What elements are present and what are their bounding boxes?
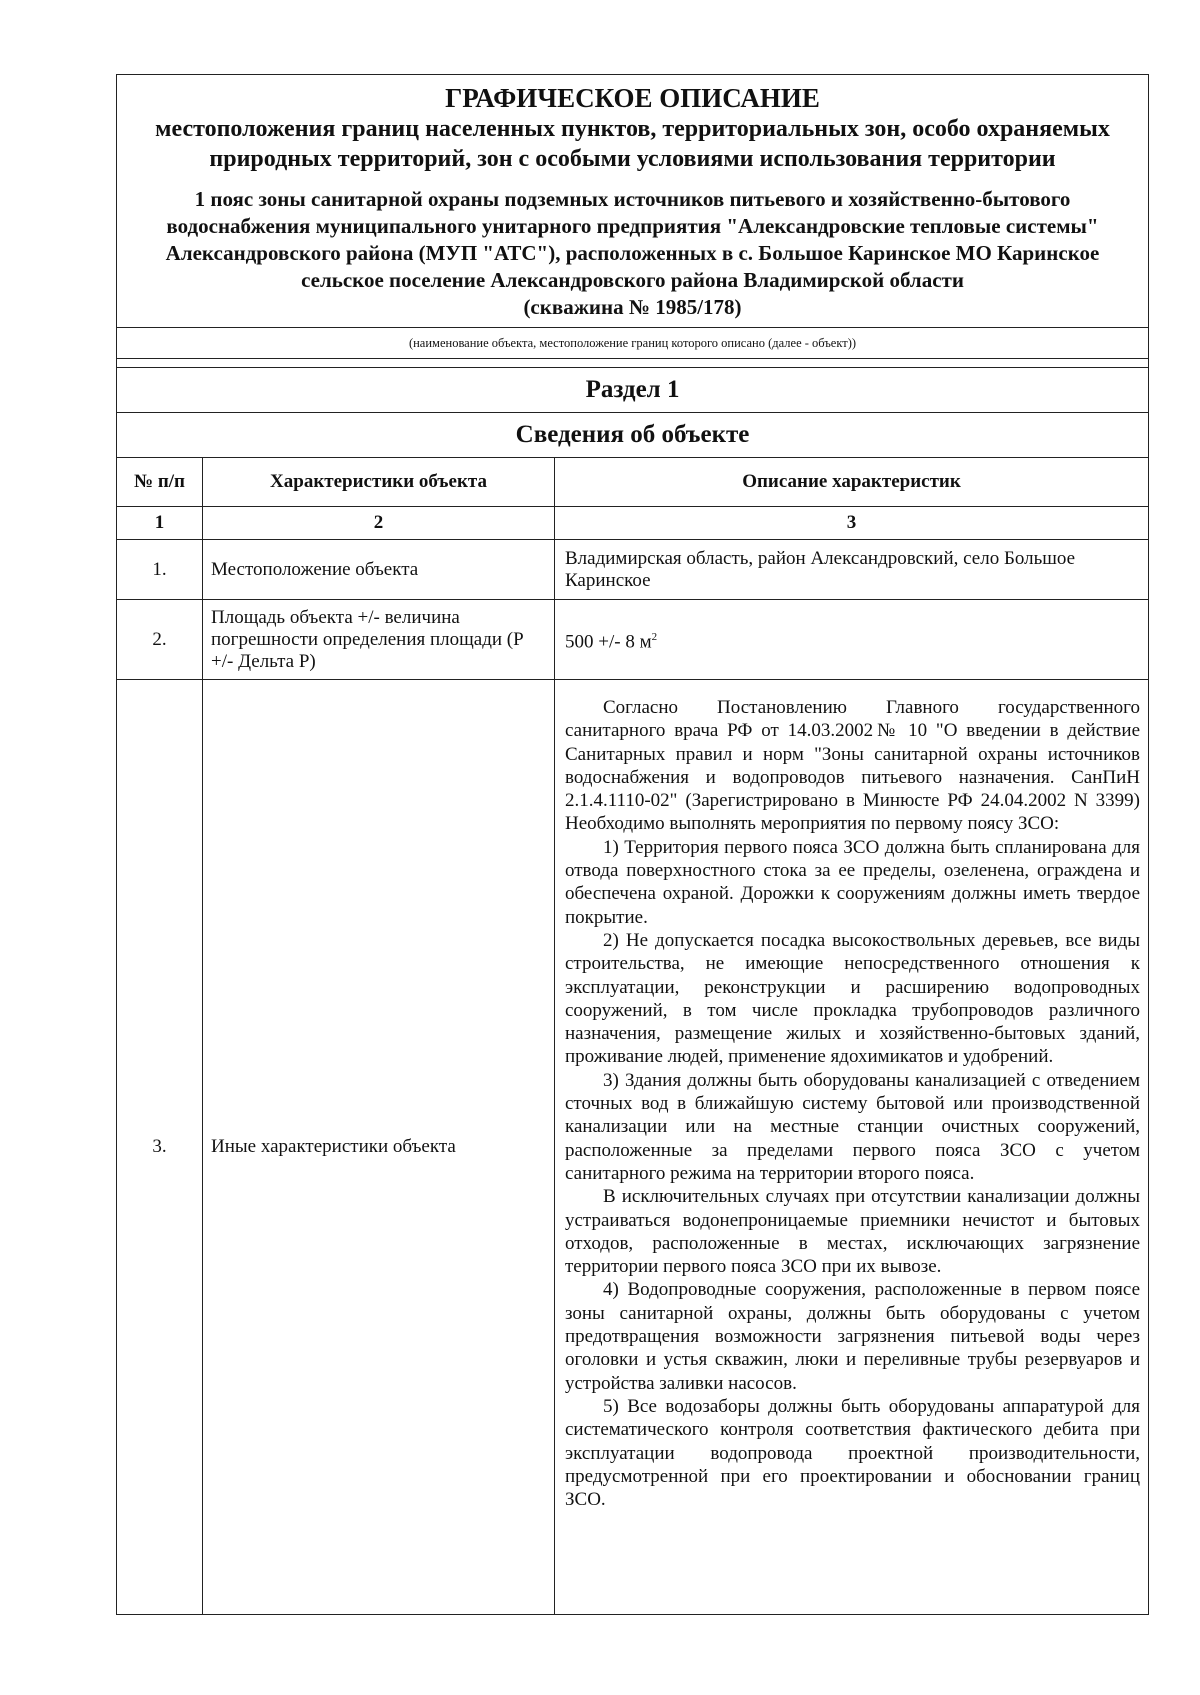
area-unit-exponent: 2 bbox=[651, 630, 658, 643]
table-row bbox=[117, 540, 1149, 600]
section-title-row bbox=[117, 368, 1149, 413]
row-description bbox=[555, 600, 1149, 680]
document-page bbox=[116, 74, 1148, 1615]
object-name-text: 1 пояс зоны санитарной охраны подземных источников питьевого и хозяйственно-бытового водоснабжения муниципального унитарного предприятия "Александровские тепловые системы" Александровского района (МУП "АТС"), расположенных в с. Большое Каринское МО Каринское сельское поселение Александровского района Владимирской области bbox=[165, 187, 1100, 292]
description-paragraph: 1) Территория первого пояса ЗСО должна быть спланирована для отвода поверхностного стока за ее пределы, озеленена, ограждена и обеспечена охраной. Дорожки к сооружениям должны иметь твердое покрытие. bbox=[565, 836, 1141, 928]
title-row bbox=[117, 75, 1149, 328]
header-characteristic: Характеристики объекта bbox=[203, 458, 555, 507]
document-title: ГРАФИЧЕСКОЕ ОПИСАНИЕ bbox=[445, 83, 820, 113]
column-number: 3 bbox=[555, 507, 1149, 540]
column-number-row bbox=[117, 507, 1149, 540]
description-paragraph: В исключительных случаях при отсутствии канализации должны устраиваться водонепроницаемые приемники нечистот и бытовых отходов, расположенные в местах, исключающих загрязнение территории первого пояса ЗСО при их вывозе. bbox=[565, 1186, 1141, 1278]
row-index: 1. bbox=[117, 540, 203, 600]
header-index: № п/п bbox=[117, 458, 203, 507]
table-row bbox=[117, 600, 1149, 680]
description-paragraph: 2) Не допускается посадка высокоствольных деревьев, все виды строительства, не имеющие непосредственного отношения к эксплуатации, реконструкции и расширению водопроводных сооружений, в том числе прокладка трубопроводов различного назначения, размещение жилых и хозяйственно-бытовых зданий, проживание людей, применение ядохимикатов и удобрений. bbox=[565, 929, 1141, 1068]
description-paragraph: Согласно Постановлению Главного государственного санитарного врача РФ от 14.03.2002№ 10 "О введении в действие Санитарных правил и норм "Зоны санитарной охраны источников водоснабжения и водопроводов питьевого назначения. СанПиН 2.1.4.1110-02" (Зарегистрировано в Минюсте РФ 24.04.2002 N 3399) Необходимо выполнять мероприятия по первому поясу ЗСО: bbox=[565, 697, 1141, 835]
caption-row bbox=[117, 328, 1149, 359]
row-index: 3. bbox=[117, 680, 203, 1615]
title-block bbox=[117, 75, 1149, 328]
section-subtitle: Сведения об объекте bbox=[117, 413, 1149, 458]
header-description: Описание характеристик bbox=[555, 458, 1149, 507]
table-row bbox=[117, 680, 1149, 1615]
object-well: (скважина № 1985/178) bbox=[523, 295, 742, 319]
table-header-row bbox=[117, 458, 1149, 507]
column-number: 2 bbox=[203, 507, 555, 540]
description-paragraph: 3) Здания должны быть оборудованы канализацией с отведением сточных вод в ближайшую систему бытовой или производственной канализации или на местные станции очистных сооружений, расположенные за пределами первого пояса ЗСО с учетом санитарного режима на территории второго пояса. bbox=[565, 1069, 1141, 1184]
section-subtitle-row bbox=[117, 413, 1149, 458]
spacer-cell bbox=[117, 359, 1149, 368]
row-description-long bbox=[555, 680, 1149, 1615]
row-characteristic: Иные характеристики объекта bbox=[203, 680, 555, 1615]
description-paragraph: 4) Водопроводные сооружения, расположенные в первом поясе зоны санитарной охраны, должны быть оборудованы с учетом предотвращения возможности загрязнения питьевой воды через оголовки и устья скважин, люки и переливные трубы резервуаров и устройства заливки насосов. bbox=[565, 1279, 1141, 1394]
column-number: 1 bbox=[117, 507, 203, 540]
description-paragraph: 5) Все водозаборы должны быть оборудованы аппаратурой для систематического контроля соответствия фактического дебита при эксплуатации водопровода проектной производительности, предусмотренной при его проектировании и обосновании границ ЗСО. bbox=[565, 1395, 1141, 1511]
document-table bbox=[116, 74, 1149, 1615]
object-caption: (наименование объекта, местоположение границ которого описано (далее - объект)) bbox=[117, 328, 1149, 359]
row-characteristic: Местоположение объекта bbox=[203, 540, 555, 600]
row-description: Владимирская область, район Александровский, село Большое Каринское bbox=[555, 540, 1149, 600]
spacer-row bbox=[117, 359, 1149, 368]
row-characteristic: Площадь объекта +/- величина погрешности определения площади (P +/- Дельта P) bbox=[203, 600, 555, 680]
object-name bbox=[127, 186, 1138, 321]
document-subtitle: местоположения границ населенных пунктов, территориальных зон, особо охраняемых природных территорий, зон с особыми условиями использования территории bbox=[155, 116, 1110, 172]
row-index: 2. bbox=[117, 600, 203, 680]
area-value: 500 +/- 8 м bbox=[565, 631, 652, 653]
section-title: Раздел 1 bbox=[117, 368, 1149, 413]
